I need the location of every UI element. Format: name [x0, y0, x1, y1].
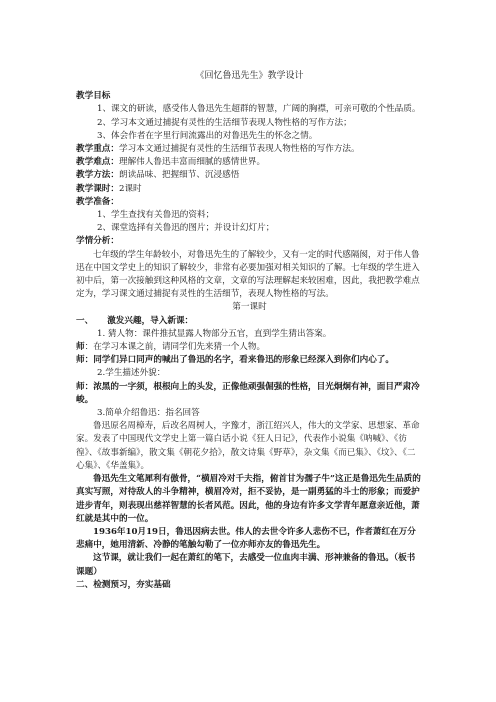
riddle-step: 1. 猜人物：课件推拭显露人物部分五官，直到学生猜出答案。 — [97, 328, 332, 339]
prep-item: 1、学生查找有关鲁迅的资料； — [97, 210, 215, 221]
teacher-label: 师 — [76, 355, 85, 366]
quote-paragraph: 鲁迅先生文笔犀利有傲骨，“横眉冷对千夫指，俯首甘为孺子牛”这正是鲁迅先生品质的真实写照，对待敌人的斗争精神，横眉冷对，拒不妥协，是一副勇猛的斗士的形象；而爱护进步青年，则表现出慈祥智慧的长者风范。因此，他的身边有许多文学青年愿意亲近他，萧红就是其中的一位。 — [76, 474, 421, 524]
difficulty-line — [76, 156, 423, 169]
difficulty-label: 教学难点： — [76, 157, 119, 168]
prep-heading: 教学准备： — [76, 196, 119, 207]
hours-line — [76, 183, 423, 196]
teacher-label: 师 — [76, 342, 85, 353]
hours-label: 教学课时： — [76, 183, 119, 194]
analysis-heading: 学情分析： — [76, 236, 119, 247]
hours-text: 2课时 — [118, 183, 142, 194]
key-point-line — [76, 143, 423, 156]
death-paragraph: 1936年10月19日，鲁迅因病去世。伟人的去世令许多人悲伤不已，作者萧红在万分悲痛中，她用清新、冷静的笔触勾勒了一位亦师亦友的鲁迅先生。 — [76, 526, 416, 551]
section1-heading — [76, 315, 423, 328]
teacher-line-1 — [76, 341, 423, 354]
difficulty-text: 理解伟人鲁迅丰富而细腻的感情世界。 — [118, 157, 266, 168]
method-line — [76, 169, 423, 182]
section1-num: 一、 — [76, 315, 94, 326]
intro-step: 3.简单介绍鲁迅：指名回答 — [97, 408, 200, 419]
key-point-label: 教学重点： — [76, 144, 119, 155]
teacher-text: ：在学习本课之前，请同学们先来猜一个人物。 — [84, 342, 266, 353]
prep-item: 2、课堂选择有关鲁迅的图片；并设计幻灯片； — [97, 223, 275, 234]
method-label: 教学方法： — [76, 170, 119, 181]
lesson1-heading: 第一课时 — [232, 302, 267, 313]
goal-item: 1、课文的研读，感受伟人鲁迅先生超群的智慧，广阔的胸襟，可亲可敬的个性品质。 — [97, 104, 421, 115]
key-point-text: 学习本文通过捕捉有灵性的生活细节表现人物性格的写作方法。 — [118, 144, 360, 155]
goal-item: 3、体会作者在字里行间流露出的对鲁迅先生的怀念之情。 — [97, 130, 318, 141]
document-title: 《回忆鲁迅先生》教学设计 — [195, 71, 304, 81]
section1-title: 激发兴趣，导入新课： — [107, 315, 194, 326]
goals-heading: 教学目标 — [76, 91, 111, 102]
teacher-text: ：同学们异口同声的喊出了鲁迅的名字，看来鲁迅的形象已经深入到你们内心了。 — [84, 355, 394, 366]
method-text: 朗读品味、把握细节、沉浸感悟 — [118, 170, 240, 181]
teacher-text: ：浓黑的一字须，根根向上的头发，正像他顽强倔强的性格，目光炯炯有神，面目严肃冷峻。 — [76, 381, 420, 405]
appearance-step: 2.学生描述外貌： — [97, 368, 166, 379]
section2-heading: 二、检测预习，夯实基础 — [76, 579, 171, 590]
goal-item: 2、学习本文通过捕捉有灵性的生活细节表现人物性格的写作方法； — [97, 117, 352, 128]
bio-paragraph: 鲁迅原名周樟寿，后改名周树人，字豫才，浙江绍兴人，伟大的文学家、思想家、革命家。发表了中国现代文学史上第一篇白话小说《狂人日记》，代表作小说集《呐喊》、《彷徨》、《故事新编》，散文集《朝花夕拾》，散文诗集《野草》，杂文集《而已集》、《坟》、《二心集》、《华盖集》。 — [76, 421, 420, 471]
transition-paragraph: 这节课，就让我们一起在萧红的笔下，去感受一位血肉丰满、形神兼备的鲁迅。（板书课题） — [76, 553, 416, 577]
teacher-line-3 — [76, 381, 423, 407]
analysis-text: 七年级的学生年龄较小，对鲁迅先生的了解较少，又有一定的时代感隔阂，对于伟人鲁迅在中国文学史上的知识了解较少，非常有必要加强对相关知识的了解。七年级的学生进入初中后，第一次接触到这种风格的文章，文章的写法理解起来较困难，因此，我把教学难点定为，学习课文通过捕捉有灵性的生活细节，表现人物性格的写法。 — [76, 249, 420, 300]
teacher-line-2 — [76, 354, 423, 367]
teacher-label: 师 — [76, 381, 85, 392]
